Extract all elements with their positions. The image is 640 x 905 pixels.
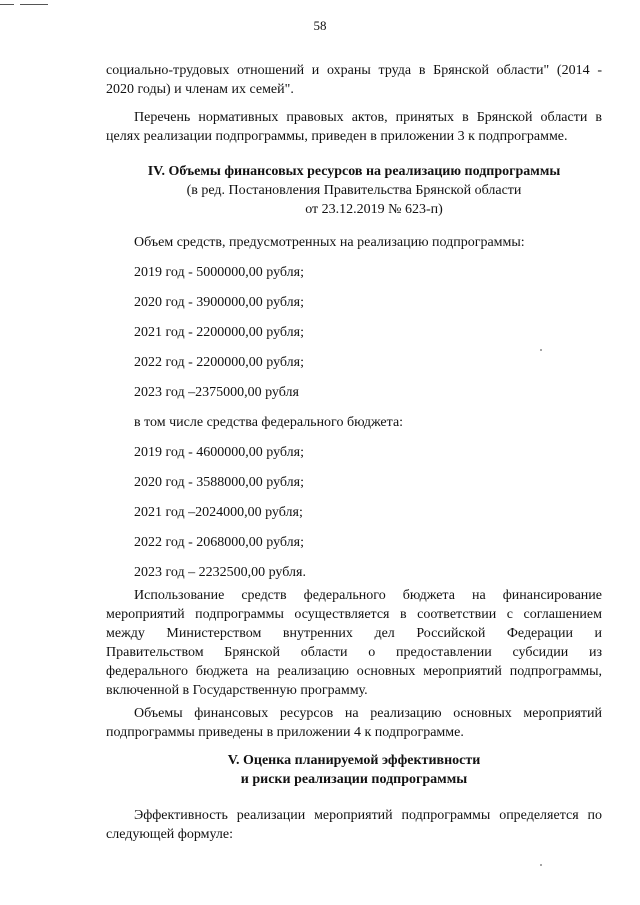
federal-usage-line-4: Правительством Брянской области о предоставлении субсидии из [106,645,602,660]
federal-usage-line-2: мероприятий подпрограммы осуществляется в соответствии с соглашением [106,607,602,622]
federal-funding-item: 2020 год - 3588000,00 рубля; [134,475,304,490]
section-4-heading [106,162,602,219]
federal-usage-line-6: включенной в Государственную программу. [106,683,368,698]
total-funding-item: 2021 год - 2200000,00 рубля; [134,325,304,340]
federal-funding-item: 2022 год - 2068000,00 рубля; [134,535,304,550]
funds-intro: Объем средств, предусмотренных на реализацию подпрограммы: [134,235,525,250]
intro-line-1: социально-трудовых отношений и охраны труда в Брянской области" (2014 - [106,63,602,78]
federal-usage-line-1: Использование средств федерального бюджета на финансирование [134,588,602,603]
volumes-paragraph [106,704,602,742]
section-5-heading [106,751,602,789]
intro-paragraph [106,61,602,99]
federal-funding-item: 2019 год - 4600000,00 рубля; [134,445,304,460]
federal-funding-item: 2021 год –2024000,00 рубля; [134,505,303,520]
intro-line-2: 2020 годы) и членам их семей". [106,82,294,97]
total-funding-item: 2019 год - 5000000,00 рубля; [134,265,304,280]
total-funding-item: 2022 год - 2200000,00 рубля; [134,355,304,370]
efficiency-paragraph [106,806,602,844]
section-4-edition-line-2: от 23.12.2019 № 623-п) [305,202,443,217]
acts-line-1: Перечень нормативных правовых актов, принятых в Брянской области в [134,110,602,125]
acts-line-2: целях реализации подпрограммы, приведен в приложении 3 к подпрограмме. [106,129,568,144]
federal-usage-paragraph [106,586,602,700]
scan-speck [540,349,542,351]
efficiency-line-2: следующей формуле: [106,827,233,842]
total-funding-item: 2023 год –2375000,00 рубля [134,385,299,400]
scan-speck [540,864,542,866]
federal-intro: в том числе средства федерального бюджета: [134,415,404,430]
volumes-line-1: Объемы финансовых ресурсов на реализацию основных мероприятий [134,706,602,721]
section-5-title-line-1: V. Оценка планируемой эффективности [227,753,481,768]
federal-funding-item: 2023 год – 2232500,00 рубля. [134,565,306,580]
total-funding-item: 2020 год - 3900000,00 рубля; [134,295,304,310]
federal-usage-line-3: между Министерством внутренних дел Российской Федерации и [106,626,602,641]
acts-paragraph [106,108,602,146]
volumes-line-2: подпрограммы приведены в приложении 4 к подпрограмме. [106,725,464,740]
federal-usage-line-5: федерального бюджета на реализацию основных мероприятий подпрограммы, [106,664,602,679]
section-5-title-line-2: и риски реализации подпрограммы [240,772,468,787]
section-4-title: IV. Объемы финансовых ресурсов на реализацию подпрограммы [147,164,561,179]
page-number: 58 [313,18,327,33]
section-4-edition-line-1: (в ред. Постановления Правительства Брянской области [186,183,522,198]
efficiency-line-1: Эффективность реализации мероприятий подпрограммы определяется по [134,808,602,823]
scan-corner-mark [0,4,48,6]
